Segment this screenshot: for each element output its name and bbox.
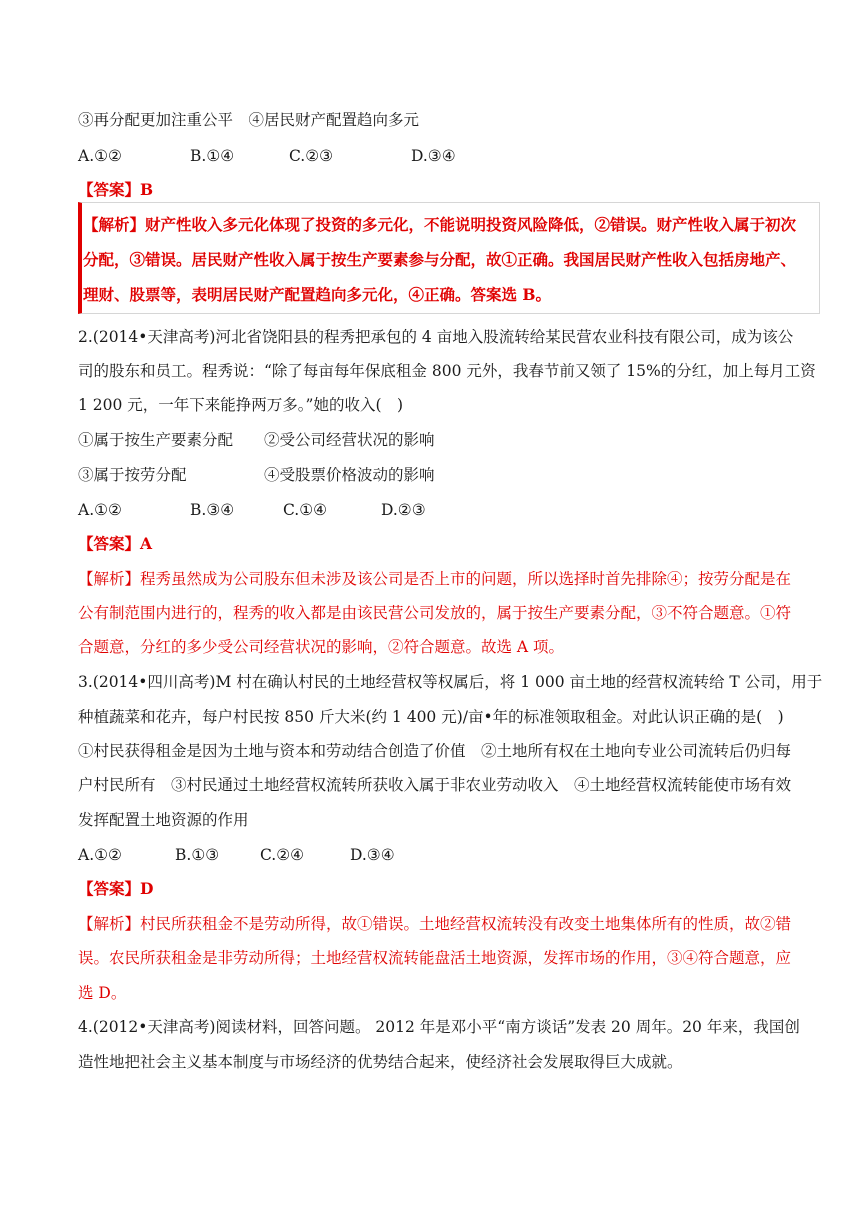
q2-option-b: B.③④ [190,501,235,519]
q2-stem-line-3: 1 200 元，一年下来能挣两万多。”她的收入( ) [78,396,404,414]
q4-stem-line-1: 4.(2012•天津高考)阅读材料，回答问题。 2012 年是邓小平“南方谈话”发表 20 周年。20 年来，我国创 [78,1018,800,1036]
q3-analysis-line-3: 选 D。 [78,984,127,1002]
q3-answer: 【答案】D [78,879,154,898]
q3-option-c: C.②④ [260,846,305,864]
q3-analysis-line-1: 【解析】村民所获租金不是劳动所得，故①错误。土地经营权流转没有改变土地集体所有的性质，故②错 [78,915,792,933]
q2-stem-line-2: 司的股东和员工。程秀说：“除了每亩每年保底租金 800 元外，我春节前又领了 15%的分红，加上每月工资 [78,362,816,380]
q2-analysis-line-3: 合题意，分红的多少受公司经营状况的影响，②符合题意。故选 A 项。 [78,638,565,656]
q4-stem-line-2: 造性地把社会主义基本制度与市场经济的优势结合起来，使经济社会发展取得巨大成就。 [78,1053,683,1071]
q1-choice-line: ③再分配更加注重公平 ④居民财产配置趋向多元 [78,111,420,129]
q1-analysis-line-2: 分配，③错误。居民财产性收入属于按生产要素参与分配，故①正确。我国居民财产性收入包括房地产、 [83,250,797,269]
q3-stem-line-3: ①村民获得租金是因为土地与资本和劳动结合创造了价值 ②土地所有权在土地向专业公司流转后仍归每 [78,742,792,760]
q2-analysis-line-1: 【解析】程秀虽然成为公司股东但未涉及该公司是否上市的问题，所以选择时首先排除④；按劳分配是在 [78,570,792,588]
q1-answer: 【答案】B [78,180,154,199]
q3-analysis-line-2: 误。农民所获租金是非劳动所得；土地经营权流转能盘活土地资源，发挥市场的作用，③④符合题意，应 [78,949,792,967]
q3-stem-line-2: 种植蔬菜和花卉，每户村民按 850 斤大米(约 1 400 元)/亩•年的标准领取租金。对此认识正确的是( ) [78,708,784,726]
q1-option-b: B.①④ [190,147,235,165]
q2-choice-line-1: ①属于按生产要素分配 ②受公司经营状况的影响 [78,431,435,449]
q1-option-c: C.②③ [289,147,334,165]
q2-answer: 【答案】A [78,534,153,553]
q2-analysis-line-2: 公有制范围内进行的，程秀的收入都是由该民营公司发放的，属于按生产要素分配，③不符合题意。①符 [78,604,792,622]
q3-option-d: D.③④ [350,846,395,864]
q3-stem-line-4: 户村民所有 ③村民通过土地经营权流转所获收入属于非农业劳动收入 ④土地经营权流转能使市场有效 [78,776,792,794]
q1-analysis-line-3: 理财、股票等，表明居民财产配置趋向多元化，④正确。答案选 B。 [83,285,551,304]
q3-stem-line-5: 发挥配置土地资源的作用 [78,811,249,829]
q2-choice-line-2: ③属于按劳分配 ④受股票价格波动的影响 [78,466,435,484]
q2-option-c: C.①④ [283,501,328,519]
q2-option-d: D.②③ [381,501,426,519]
q1-analysis-line-1: 【解析】财产性收入多元化体现了投资的多元化，不能说明投资风险降低，②错误。财产性收入属于初次 [83,215,797,234]
q3-option-a: A.①② [78,846,122,864]
q1-option-d: D.③④ [411,147,456,165]
q2-stem-line-1: 2.(2014•天津高考)河北省饶阳县的程秀把承包的 4 亩地入股流转给某民营农业科技有限公司，成为该公 [78,328,794,346]
q2-option-a: A.①② [78,501,122,519]
q3-stem-line-1: 3.(2014•四川高考)M 村在确认村民的土地经营权等权属后，将 1 000 亩土地的经营权流转给 T 公司，用于 [78,673,823,691]
q1-option-a: A.①② [78,147,122,165]
q3-option-b: B.①③ [175,846,220,864]
